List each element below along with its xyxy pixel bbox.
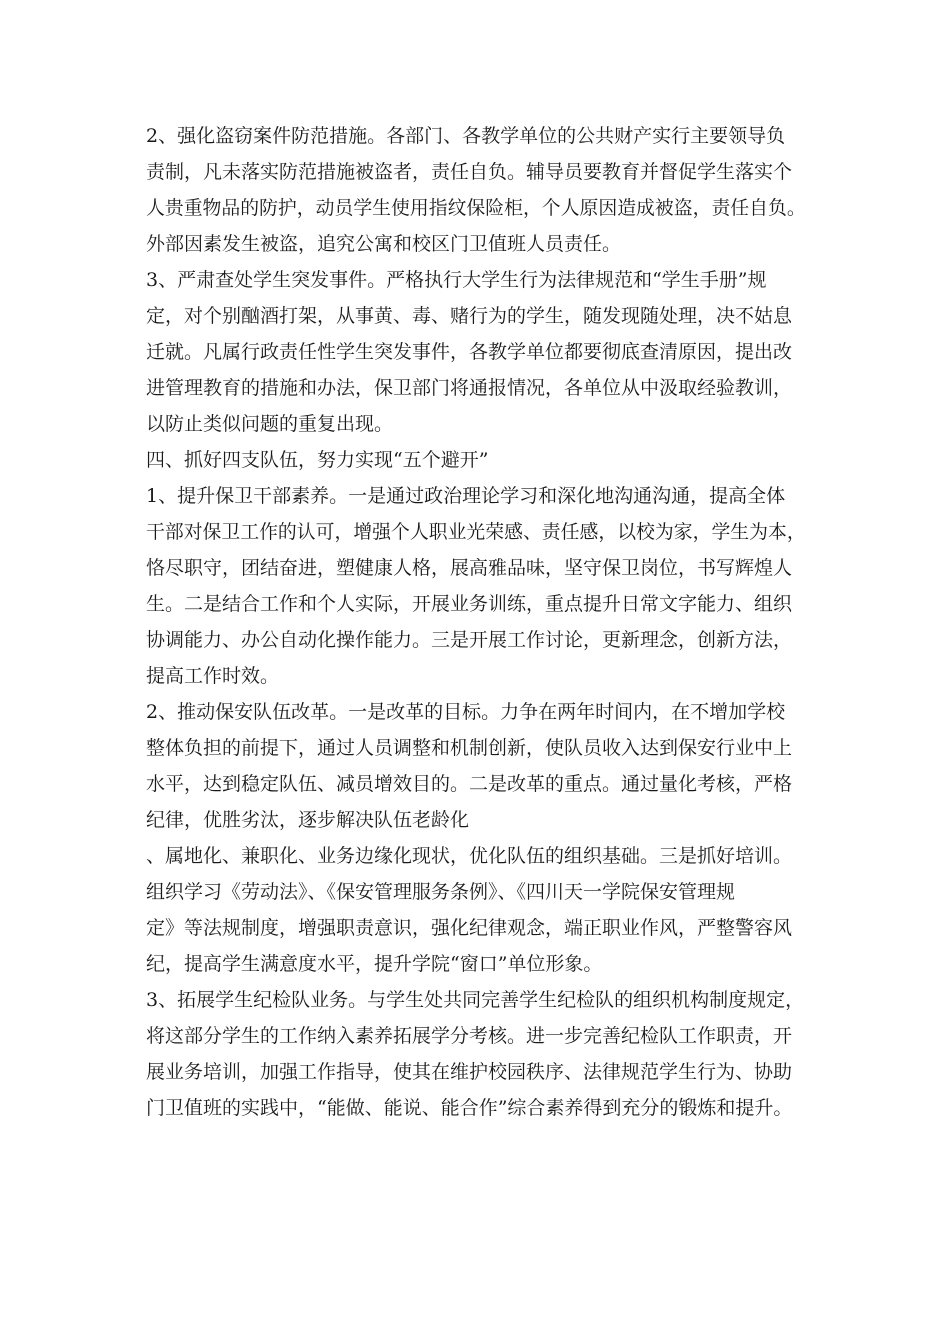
text-line: 门卫值班的实践中，“能做、能说、能合作”综合素养得到充分的锻炼和提升。 [146, 1097, 793, 1119]
text-line: 组织学习《劳动法》、《保安管理服务条例》、《四川天一学院保安管理规 [146, 881, 736, 903]
text-line: 3、拓展学生纪检队业务。与学生处共同完善学生纪检队的组织机构制度规定， [146, 989, 805, 1011]
text-line: 迁就。凡属行政责任性学生突发事件，各教学单位都要彻底查清原因，提出改 [146, 341, 793, 363]
text-line: 定，对个别酗酒打架，从事黄、毒、赌行为的学生，随发现随处理，决不姑息 [146, 305, 793, 327]
text-line: 整体负担的前提下，通过人员调整和机制创新，使队员收入达到保安行业中上 [146, 737, 793, 759]
text-line: 水平，达到稳定队伍、减员增效目的。二是改革的重点。通过量化考核，严格 [146, 773, 793, 795]
text-line: 1、提升保卫干部素养。一是通过政治理论学习和深化地沟通沟通，提高全体 [146, 485, 786, 507]
text-line: 进管理教育的措施和办法，保卫部门将通报情况，各单位从中汲取经验教训， [146, 377, 793, 399]
text-line: 2、推动保安队伍改革。一是改革的目标。力争在两年时间内，在不增加学校 [146, 701, 786, 723]
text-line: 纪律，优胜劣汰，逐步解决队伍老龄化 [146, 809, 470, 831]
text-line: 外部因素发生被盗，追究公寓和校区门卫值班人员责任。 [146, 233, 622, 255]
text-line: 展业务培训，加强工作指导，使其在维护校园秩序、法律规范学生行为、协助 [146, 1061, 793, 1083]
text-line: 将这部分学生的工作纳入素养拓展学分考核。进一步完善纪检队工作职责，开 [146, 1025, 793, 1047]
text-line: 纪，提高学生满意度水平，提升学院“窗口”单位形象。 [146, 953, 603, 975]
text-line: 生。二是结合工作和个人实际，开展业务训练，重点提升日常文字能力、组织 [146, 593, 793, 615]
text-line: 3、严肃查处学生突发事件。严格执行大学生行为法律规范和“学生手册”规 [146, 269, 767, 291]
text-line: 2、强化盗窃案件防范措施。各部门、各教学单位的公共财产实行主要领导负 [146, 125, 786, 147]
text-line: 以防止类似问题的重复出现。 [146, 413, 394, 435]
text-line: 人贵重物品的防护，动员学生使用指纹保险柜，个人原因造成被盗，责任自负。 [146, 197, 806, 219]
text-line: 、属地化、兼职化、业务边缘化现状，优化队伍的组织基础。三是抓好培训。 [146, 845, 793, 867]
text-line: 干部对保卫工作的认可，增强个人职业光荣感、责任感，以校为家，学生为本， [146, 521, 806, 543]
text-line: 责制，凡未落实防范措施被盗者，责任自负。辅导员要教育并督促学生落实个 [146, 161, 793, 183]
text-line: 协调能力、办公自动化操作能力。三是开展工作讨论，更新理念，创新方法， [146, 629, 793, 651]
text-line: 定》等法规制度，增强职责意识，强化纪律观念，端正职业作风，严整警容风 [146, 917, 793, 939]
text-line: 恪尽职守，团结奋进，塑健康人格，展高雅品味，坚守保卫岗位，书写辉煌人 [146, 557, 793, 579]
section-heading: 四、抓好四支队伍，努力实现“五个避开” [146, 449, 489, 471]
text-line: 提高工作时效。 [146, 665, 280, 687]
